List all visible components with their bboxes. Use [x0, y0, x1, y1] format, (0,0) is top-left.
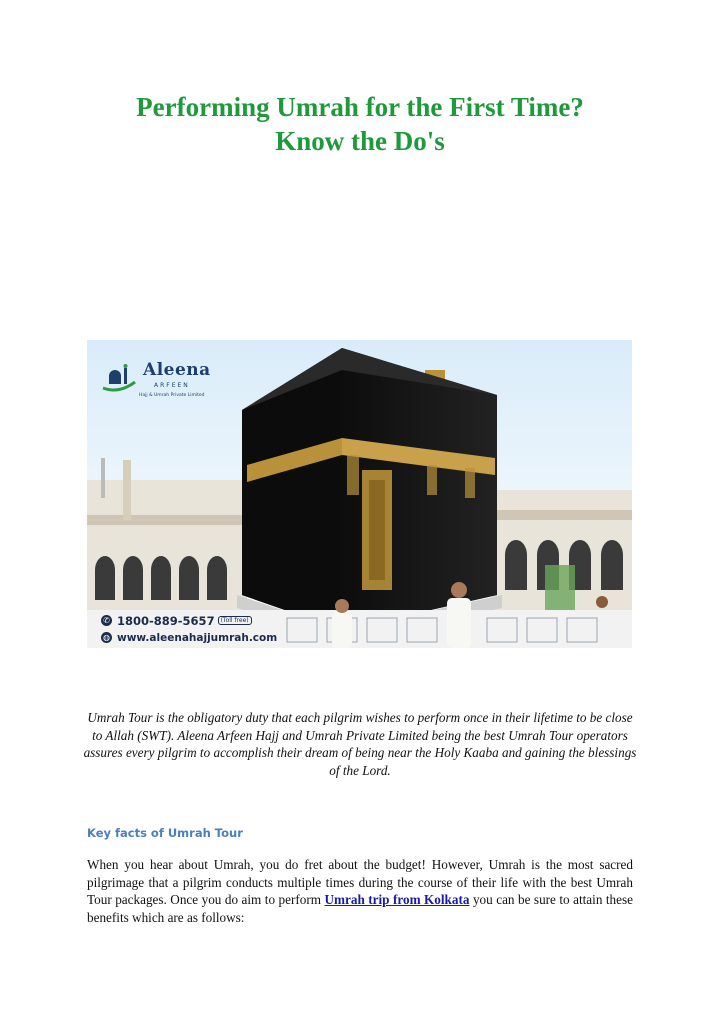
phone-icon: ✆ — [101, 615, 112, 626]
toll-free-badge: (Toll free) — [218, 616, 252, 625]
website-row — [101, 629, 277, 646]
logo-tagline: Hajj & Umrah Private Limited — [139, 393, 205, 398]
kaaba-hero-image — [87, 340, 632, 648]
phone-number: 1800-889-5657 — [117, 613, 215, 628]
globe-icon: ◍ — [101, 632, 112, 643]
body-text-end: you can be sure to attain these benefits which are as follows: — [87, 892, 633, 925]
section-heading: Key facts of Umrah Tour — [87, 826, 243, 840]
title-line-2: Know the Do's — [275, 126, 445, 156]
website-url: www.aleenahajjumrah.com — [117, 631, 278, 644]
body-paragraph — [87, 856, 633, 926]
mosque-logo-icon — [99, 356, 139, 396]
company-logo — [99, 356, 219, 404]
phone-row — [101, 612, 277, 629]
intro-paragraph: Umrah Tour is the obligatory duty that each pilgrim wishes to perform once in their lifetime to be close to Allah (SWT). Aleena Arfeen Hajj and Umrah Private Limited being the best Umrah Tour operators assures every pilgrim to accomplish their dream of being near the Holy Kaaba and gaining the blessings of the Lord. — [83, 710, 637, 778]
logo-subtitle: ARFEEN — [154, 382, 190, 389]
title-line-1: Performing Umrah for the First Time? — [136, 92, 584, 122]
umrah-kolkata-link[interactable]: Umrah trip from Kolkata — [324, 892, 470, 907]
body-text-start: When you hear about Umrah, you do fret about the budget! However, Umrah is the most sacred pilgrimage that a pilgrim conducts multiple times during the course of their life with the best Umrah Tour packages. Once you do aim to perform — [87, 857, 633, 907]
contact-info — [101, 612, 277, 646]
page-title — [60, 90, 660, 158]
logo-name: Aleena — [143, 360, 211, 380]
